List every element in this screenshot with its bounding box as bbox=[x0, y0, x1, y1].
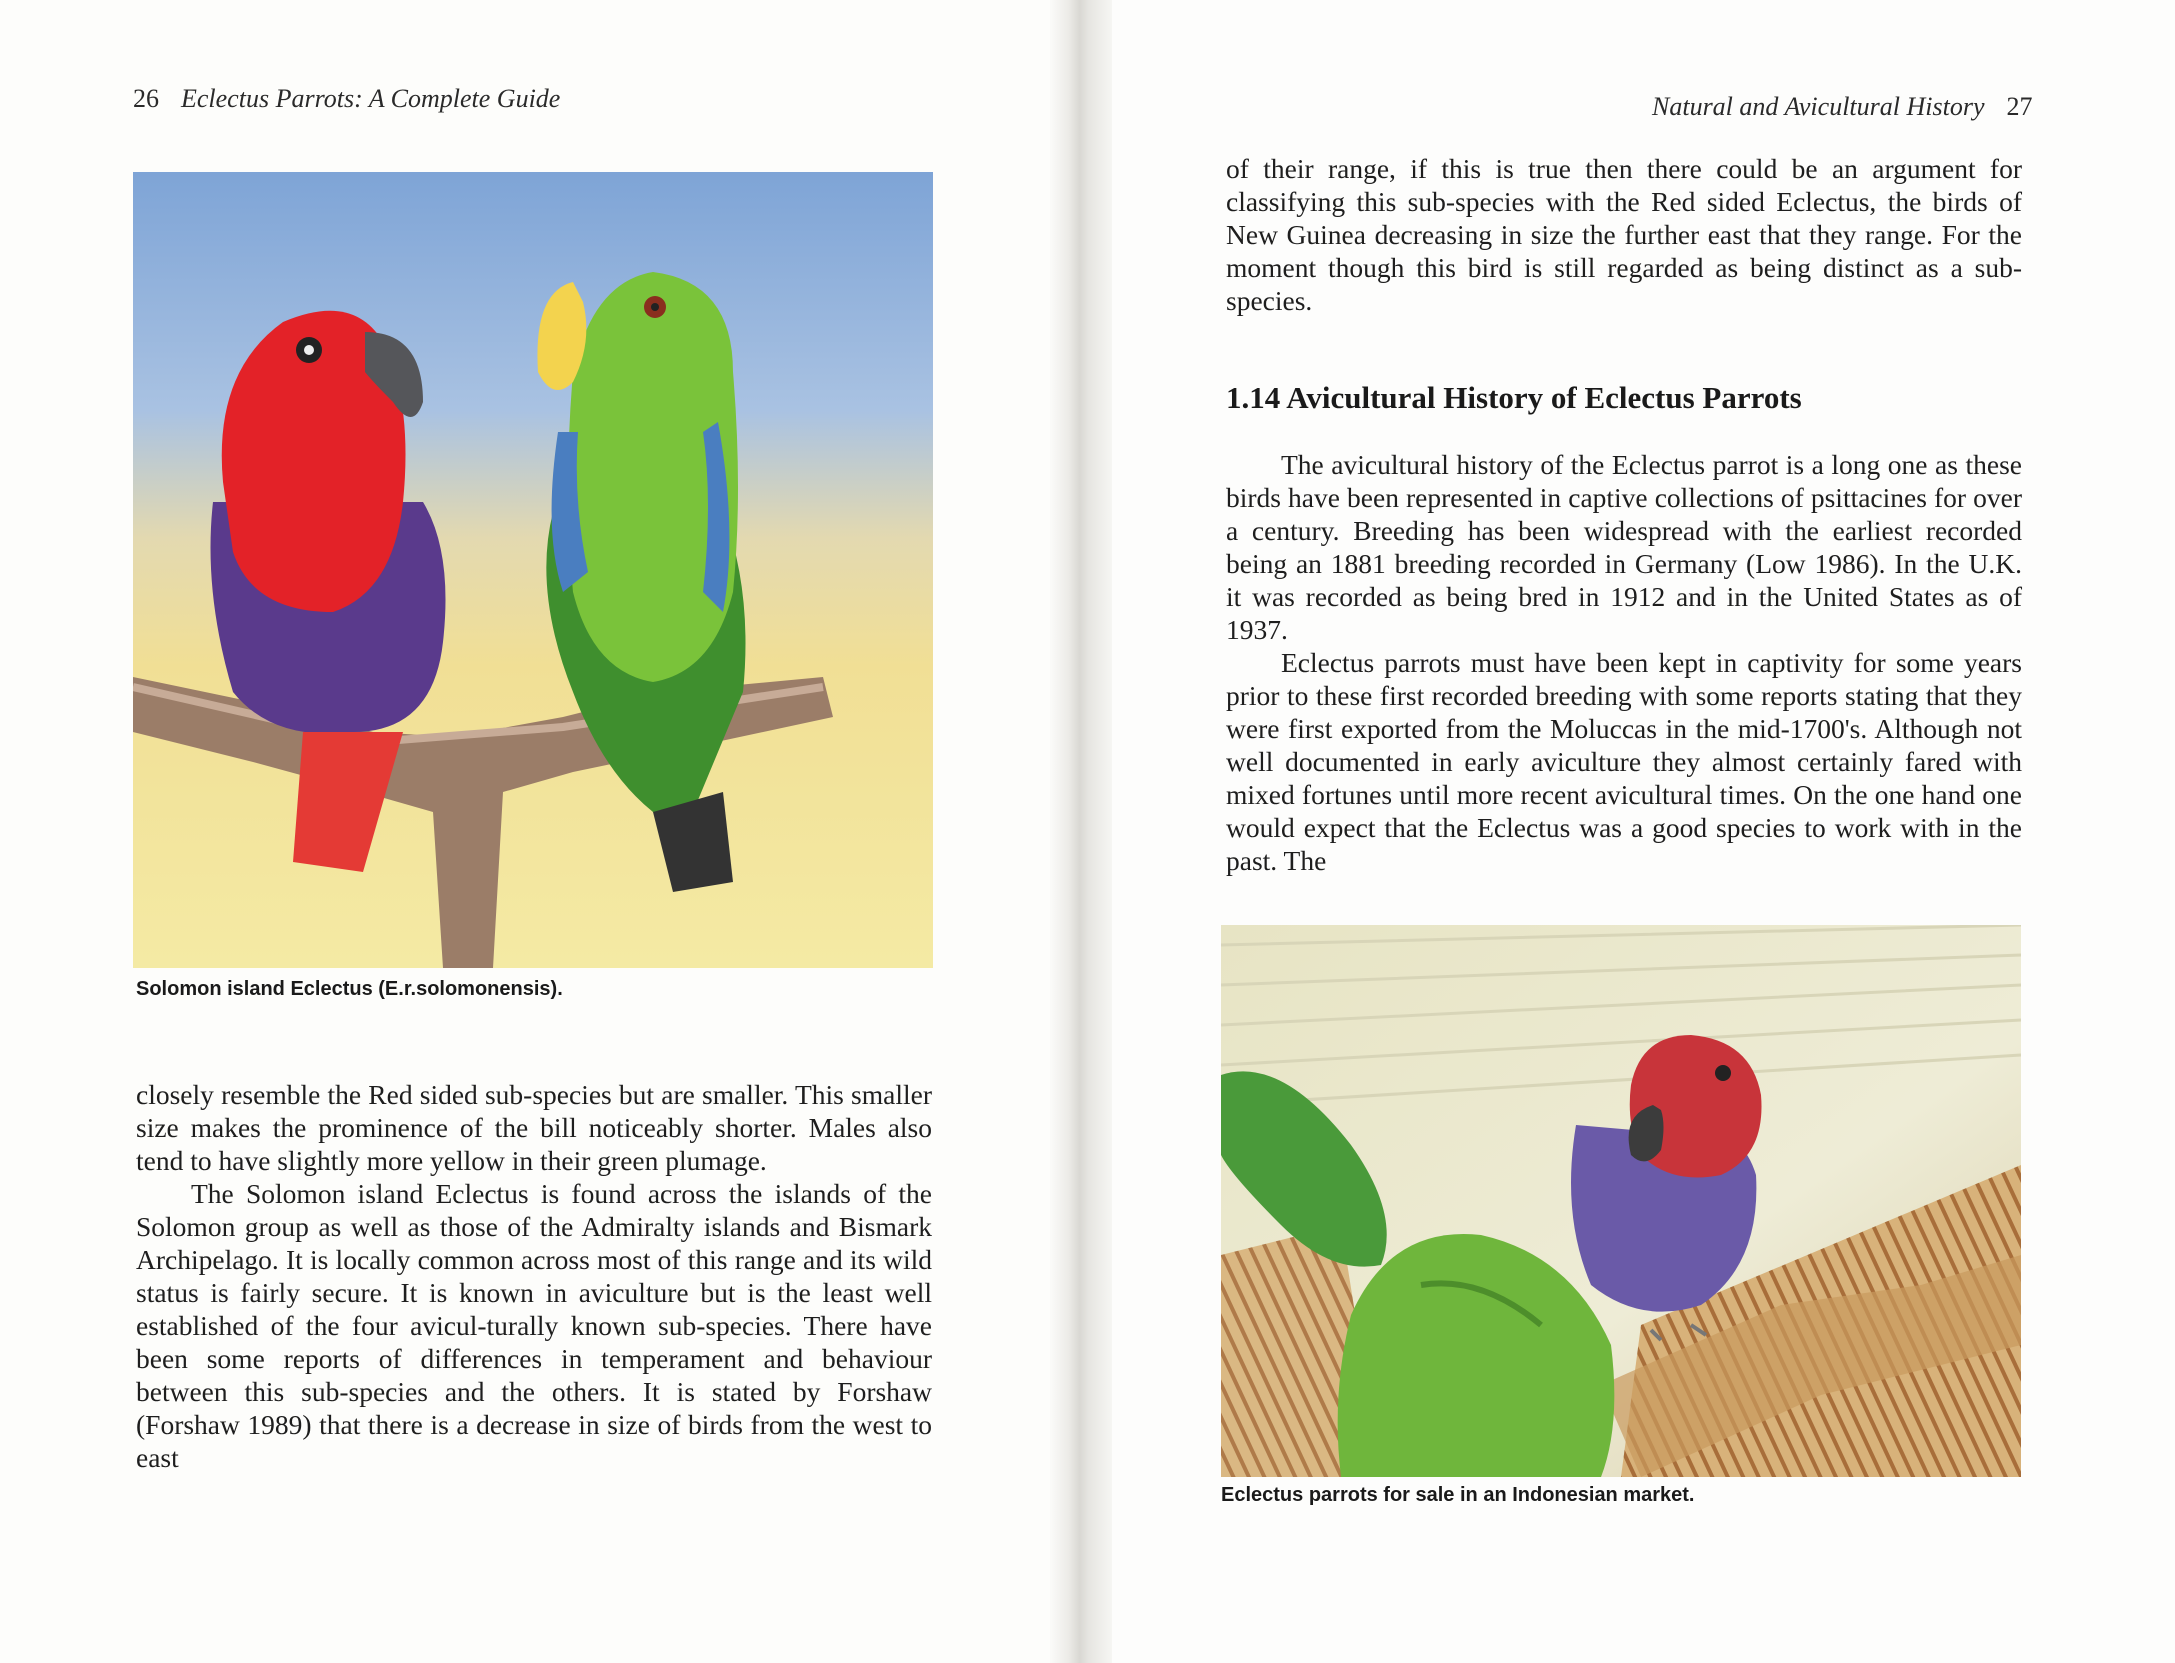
right-running-head bbox=[1652, 92, 2032, 122]
right-page-number: 27 bbox=[2006, 92, 2033, 121]
left-running-title: Eclectus Parrots: A Complete Guide bbox=[181, 84, 561, 113]
right-paragraph-1: The avicultural history of the Eclectus parrot is a long one as these birds have been represented in captive collections of psittacines for over a century. Breeding has been widespread with the earliest recorded being an 1881 breeding recorded in Germany (Low 1986). In the U.K. it was recorded as being bred in 1912 and in the United States as of 1937. bbox=[1226, 449, 2022, 645]
right-continued-text bbox=[1226, 152, 2022, 317]
left-paragraph-2: The Solomon island Eclectus is found across the islands of the Solomon group as well as those of the Admiralty islands and Bismark Archipelago. It is locally common across most of this range and its wild status is fairly secure. It is known in aviculture but is the least well established of the four avicul-turally known sub-species. There have been some reports of differences in temperament and behaviour between this sub-species and the others. It is stated by Forshaw (Forshaw 1989) that there is a decrease in size of birds from the west to east bbox=[136, 1178, 932, 1473]
right-paragraph-2: Eclectus parrots must have been kept in captivity for some years prior to these first recorded breeding with some reports stating that they were first exported from the Moluccas in the mid-1700's. Although not well documented in early aviculture they almost certainly fared with mixed fortunes until more recent avicultural times. On the one hand one would expect that the Eclectus was a good species to work with in the past. The bbox=[1226, 647, 2022, 876]
right-running-title: Natural and Avicultural History bbox=[1652, 92, 1985, 121]
left-figure-caption: Solomon island Eclectus (E.r.solomonensis). bbox=[136, 978, 563, 1000]
solomon-eclectus-photo bbox=[133, 172, 933, 968]
left-paragraph-1: closely resemble the Red sided sub-species but are smaller. This smaller size makes the prominence of the bill noticeably shorter. Males also tend to have slightly more yellow in their green plumage. bbox=[136, 1079, 932, 1176]
section-heading: 1.14 Avicultural History of Eclectus Parrots bbox=[1226, 380, 1802, 415]
market-eclectus-photo bbox=[1221, 925, 2021, 1477]
left-running-head bbox=[133, 84, 560, 114]
right-body-text bbox=[1226, 448, 2022, 877]
right-figure-caption: Eclectus parrots for sale in an Indonesian market. bbox=[1221, 1484, 1695, 1506]
left-body-text bbox=[136, 1078, 932, 1474]
left-page-number: 26 bbox=[133, 84, 159, 113]
right-continued-paragraph: of their range, if this is true then there could be an argument for classifying this sub-species with the Red sided Eclectus, the birds of New Guinea decreasing in size the further east that they range. For the moment though this bird is still regarded as being distinct as a sub-species. bbox=[1226, 153, 2022, 316]
book-gutter bbox=[1050, 0, 1112, 1663]
